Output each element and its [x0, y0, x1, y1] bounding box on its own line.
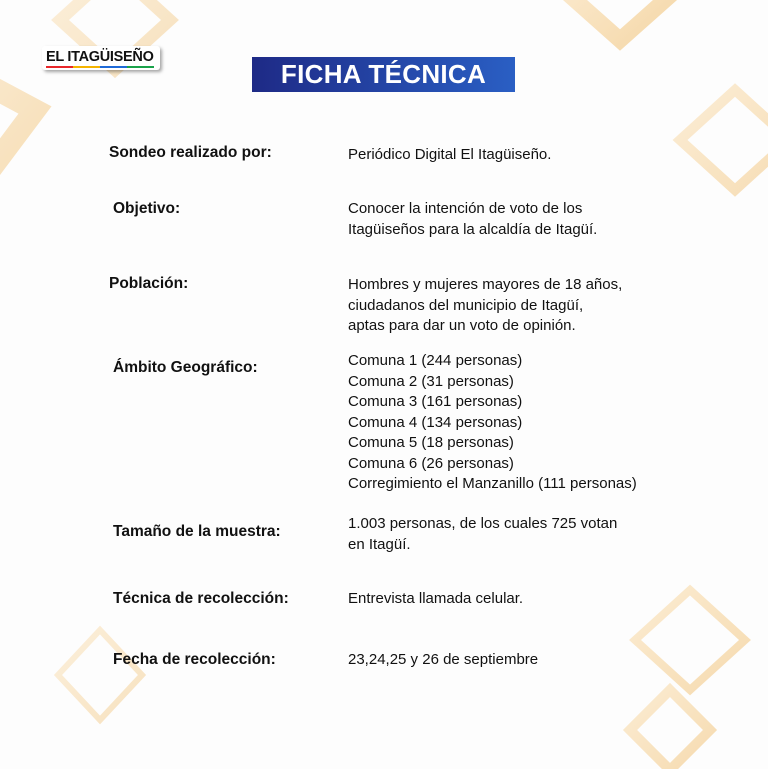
- value-line: Comuna 6 (26 personas): [348, 454, 514, 472]
- logo-color-stripe: [46, 66, 154, 68]
- value-line: Comuna 3 (161 personas): [348, 393, 523, 410]
- label-tamano: Tamaño de la muestra:: [113, 523, 281, 540]
- deco-diamond-right: [680, 90, 768, 190]
- label-poblacion: Población:: [109, 275, 189, 292]
- page-title: FICHA TÉCNICA: [280, 59, 487, 89]
- title-banner: [252, 57, 515, 92]
- value-line: Hombres y mujeres mayores de 18 años,: [348, 276, 623, 293]
- value-line: Itagüiseños para la alcaldía de Itagüí.: [348, 220, 598, 238]
- deco-diamond-top-right: [575, 0, 665, 40]
- value-line: Comuna 2 (31 personas): [348, 372, 514, 390]
- value-line: Comuna 5 (18 personas): [348, 434, 514, 451]
- value-line: Comuna 4 (134 personas): [348, 413, 523, 431]
- label-tecnica: Técnica de recolección:: [113, 590, 289, 607]
- value-line: ciudadanos del municipio de Itagüí,: [348, 296, 584, 314]
- label-sondeo: Sondeo realizado por:: [109, 144, 272, 161]
- value-line: 1.003 personas, de los cuales 725 votan: [348, 515, 618, 532]
- value-line: Conocer la intención de voto de los: [348, 200, 583, 217]
- value-objetivo: [348, 199, 597, 240]
- value-sondeo: [348, 145, 551, 166]
- value-poblacion: [348, 275, 622, 337]
- value-line: Periódico Digital El Itagüiseño.: [348, 146, 552, 163]
- value-line: en Itagüí.: [348, 535, 411, 553]
- newspaper-logo: [42, 46, 160, 70]
- value-tecnica: [348, 589, 523, 610]
- deco-diamond-bottom-left: [58, 630, 142, 720]
- label-ambito: Ámbito Geográfico:: [113, 359, 258, 376]
- deco-diamond-left: [0, 70, 35, 210]
- value-line: 23,24,25 y 26 de septiembre: [348, 651, 539, 668]
- logo-text: EL ITAGÜISEÑO: [46, 49, 154, 65]
- label-objetivo: Objetivo:: [113, 200, 181, 217]
- value-line: Corregimiento el Manzanillo (111 personas): [348, 475, 637, 492]
- value-fecha: [348, 650, 538, 671]
- label-fecha: Fecha de recolección:: [113, 651, 276, 668]
- value-line: Comuna 1 (244 personas): [348, 352, 523, 369]
- value-line: aptas para dar un voto de opinión.: [348, 317, 576, 334]
- value-line: Entrevista llamada celular.: [348, 590, 524, 607]
- deco-diamond-bottom-right-small: [630, 690, 710, 769]
- value-ambito: [348, 351, 637, 495]
- deco-diamond-bottom-right-large: [635, 590, 745, 690]
- value-tamano: [348, 514, 617, 555]
